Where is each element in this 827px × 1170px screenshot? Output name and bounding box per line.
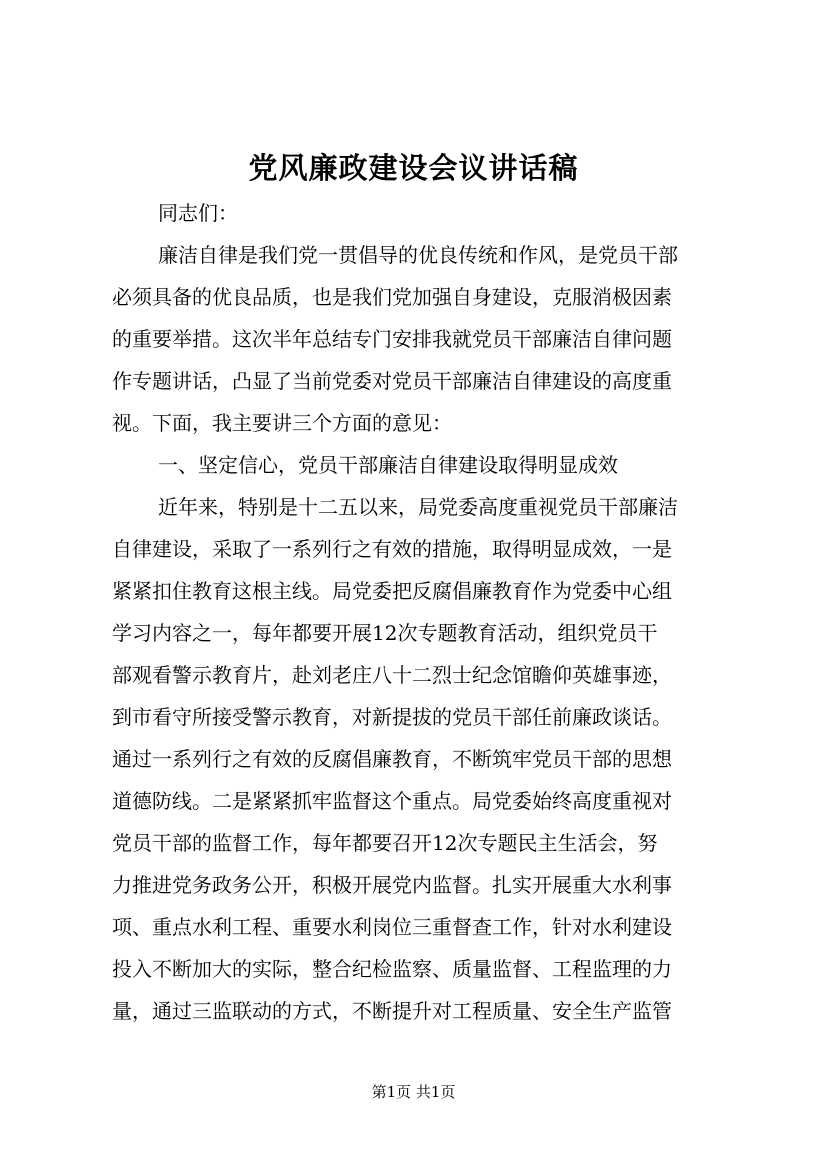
paragraph-line: 党员干部的监督工作，每年都要召开12次专题民主生活会，努 (112, 831, 658, 855)
paragraph-line: 通过一系列行之有效的反腐倡廉教育，不断筑牢党员干部的思想 (112, 747, 672, 771)
paragraph-line: 紧紧扣住教育这根主线。局党委把反腐倡廉教育作为党委中心组 (112, 579, 672, 603)
paragraph-line: 量，通过三监联动的方式，不断提升对工程质量、安全生产监管 (112, 999, 672, 1023)
paragraph-line: 部观看警示教育片，赴刘老庄八十二烈士纪念馆瞻仰英雄事迹， (112, 663, 672, 687)
paragraph-line: 近年来，特别是十二五以来，局党委高度重视党员干部廉洁 (158, 495, 678, 519)
paragraph-line: 力推进党务政务公开，积极开展党内监督。扎实开展重大水利事 (112, 873, 672, 897)
paragraph-line: 投入不断加大的实际，整合纪检监察、质量监督、工程监理的力 (112, 957, 672, 981)
paragraph-line: 廉洁自律是我们党一贯倡导的优良传统和作风，是党员干部 (158, 243, 678, 267)
section-heading: 一、坚定信心，党员干部廉洁自律建设取得明显成效 (158, 453, 618, 477)
salutation: 同志们： (158, 201, 238, 225)
paragraph-line: 项、重点水利工程、重要水利岗位三重督查工作，针对水利建设 (112, 915, 672, 939)
paragraph-line: 到市看守所接受警示教育，对新提拔的党员干部任前廉政谈话。 (112, 705, 672, 729)
paragraph-line: 自律建设，采取了一系列行之有效的措施，取得明显成效，一是 (112, 537, 672, 561)
paragraph-line: 的重要举措。这次半年总结专门安排我就党员干部廉洁自律问题 (112, 327, 672, 351)
document-title: 党风廉政建设会议讲话稿 (248, 151, 579, 185)
page-number-footer: 第1页 共1页 (371, 1083, 456, 1101)
paragraph-line: 视。下面，我主要讲三个方面的意见： (112, 411, 452, 435)
paragraph-line: 道德防线。二是紧紧抓牢监督这个重点。局党委始终高度重视对 (112, 789, 672, 813)
paragraph-line: 学习内容之一，每年都要开展12次专题教育活动，组织党员干 (112, 621, 658, 645)
paragraph-line: 作专题讲话，凸显了当前党委对党员干部廉洁自律建设的高度重 (112, 369, 672, 393)
paragraph-line: 必须具备的优良品质，也是我们党加强自身建设，克服消极因素 (112, 285, 672, 309)
